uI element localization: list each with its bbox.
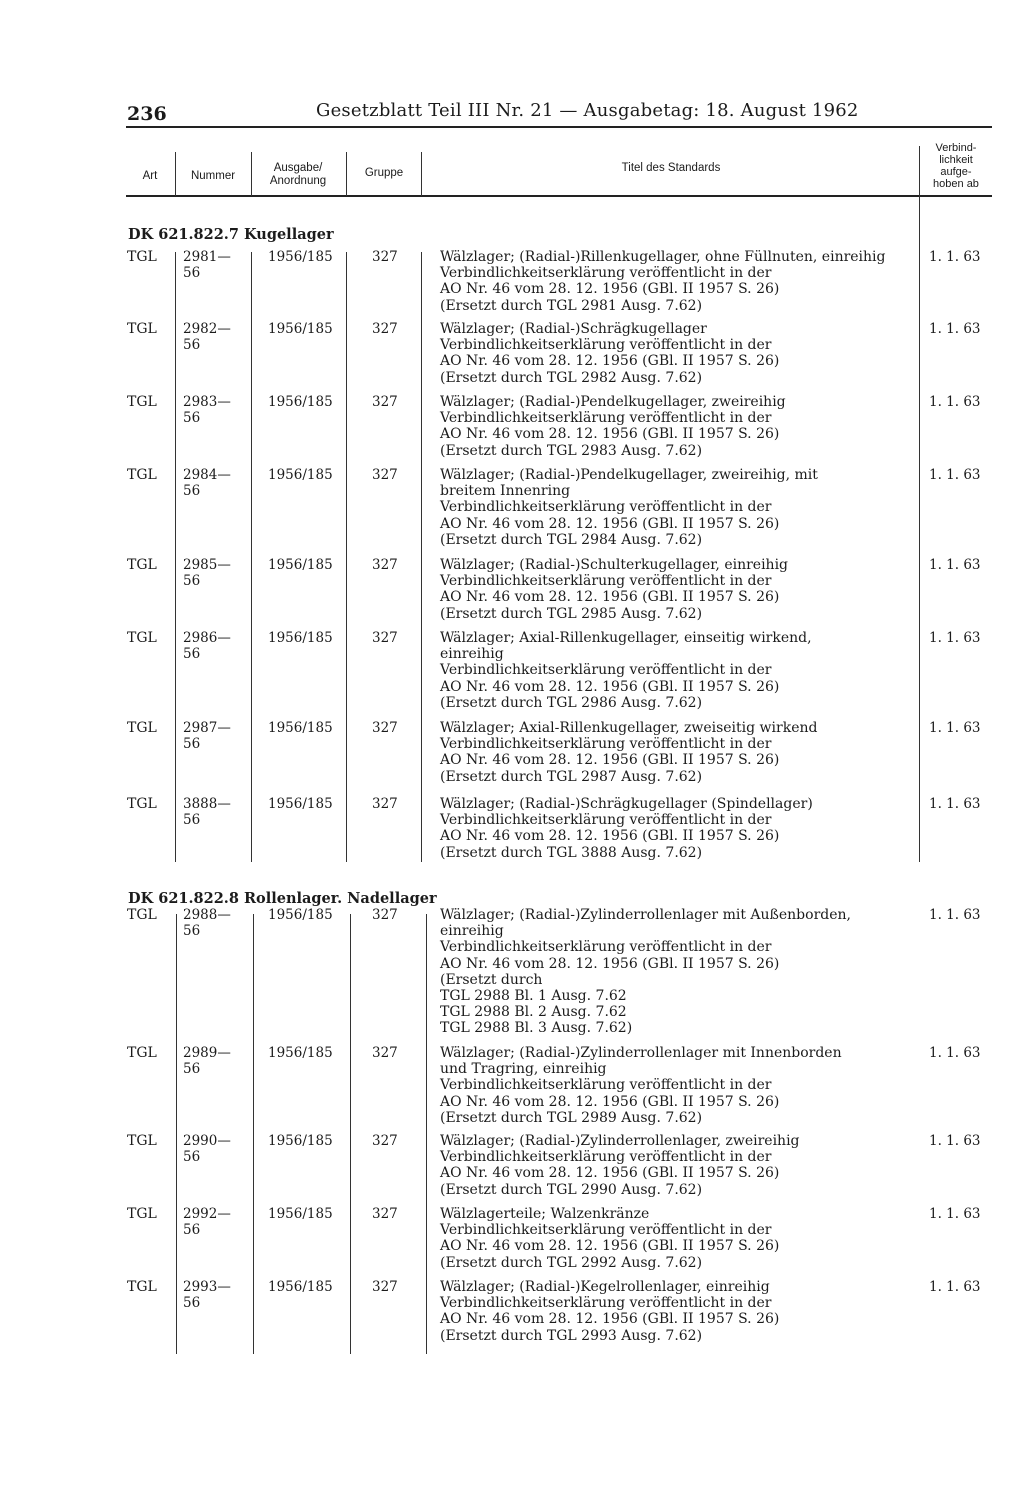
column-divider xyxy=(176,914,177,1354)
column-head-nummer: Nummer xyxy=(190,170,236,182)
column-divider xyxy=(251,152,252,196)
column-head-rule xyxy=(126,195,992,197)
column-divider xyxy=(919,196,920,862)
column-divider xyxy=(251,252,252,862)
column-head-art: Art xyxy=(142,170,158,182)
column-divider xyxy=(346,252,347,862)
column-divider xyxy=(421,152,422,196)
column-divider xyxy=(426,914,427,1354)
header-rule xyxy=(126,126,992,128)
column-divider xyxy=(175,252,176,862)
column-divider xyxy=(253,914,254,1354)
column-divider xyxy=(350,914,351,1354)
column-head-anordnung: Ausgabe/ Anordnung xyxy=(269,162,327,187)
page-header-title: Gesetzblatt Teil III Nr. 21 — Ausgabetag: 18. August 1962 xyxy=(316,100,859,121)
section-heading: DK 621.822.7 Kugellager xyxy=(128,226,334,243)
column-divider xyxy=(175,152,176,196)
document-page: 236 Gesetzblatt Teil III Nr. 21 — Ausgabetag: 18. August 1962 Art Nummer Ausgabe/ Anordnung Gruppe Titel des Standards Verbind- lichkeit aufge- hoben ab DK 621.822.7 Kugellager TGL 2981—56 1956/185 327 Wälzlager; (Radial-)Rillenkugellager, ohne Füllnuten, einreihig Verbindlichkeitserklärung veröffentlicht in der AO Nr. 46 vom 28. 12. 1956 (GBl. II 1957 S. 26) (Ersetzt durch TGL 2981 Ausg. 7.62) 1. 1. 63 TGL 2982—56 1956/185 327 Wälzlager; (Radial-)Schrägkugellager Verbindlichkeitserklärung veröffentlicht in der AO Nr. 46 vom 28. 12. 1956 (GBl. II 1957 S. 26) (Ersetzt durch TGL 2982 Ausg. 7.62) 1. 1. 63 TGL 2983—56 1956/185 327 Wälzlager; (Radial-)Pendelkugellager, zweireihig Verbindlichkeitserklärung veröffentlicht in der AO Nr. 46 vom 28. 12. 1956 (GBl. II 1957 S. 26) (Ersetzt durch TGL 2983 Ausg. 7.62) 1. 1. 63 TGL 2984—56 1956/185 327 Wälzlager; (Radial-)Pendelkugellager, zweireihig, mit breitem Innenring Verbindlichkeitserklärung veröffentlicht in der AO Nr. 46 vom 28. 12. 1956 (GBl. II 1957 S. 26) (Ersetzt durch TGL 2984 Ausg. 7.62) 1. 1. 63 TGL 2985—56 1956/185 327 Wälzlager; (Radial-)Schulterkugellager, einreihig Verbindlichkeitserklärung veröffentlicht in der AO Nr. 46 vom 28. 12. 1956 (GBl. II 1957 S. 26) (Ersetzt durch TGL 2985 Ausg. 7.62) 1. 1. 63 TGL 2986—56 1956/185 327 Wälzlager; Axial-Rillenkugellager, einseitig wirkend, einreihig Verbindlichkeitserklärung veröffentlicht in der AO Nr. 46 vom 28. 12. 1956 (GBl. II 1957 S. 26) (Ersetzt durch TGL 2986 Ausg. 7.62) 1. 1. 63 TGL 2987—56 1956/185 327 Wälzlager; Axial-Rillenkugellager, zweiseitig wirkend Verbindlichkeitserklärung veröffentlicht in der AO Nr. 46 vom 28. 12. 1956 (GBl. II 1957 S. 26) (Ersetzt durch TGL 2987 Ausg. 7.62) 1. 1. 63 TGL 3888—56 1956/185 327 Wälzlager; (Radial-)Schrägkugellager (Spindellager) Verbindlichkeitserklärung veröffentlicht in der AO Nr. 46 vom 28. 12. 1956 (GBl. II 1957 S. 26) (Ersetzt durch TGL 3888 Ausg. 7.62) 1. 1. 63 DK 621.822.8 Rollenlager. Nadellager TGL 2988—56 1956/185 327 Wälzlager; (Radial-)Zylinderrollenlager mit Außenborden, einreihig Verbindlichkeitserklärung veröffentlicht in der AO Nr. 46 vom 28. 12. 1956 (GBl. II 1957 S. 26) (Ersetzt durch TGL 2988 Bl. 1 Ausg. 7.62 TGL 2988 Bl. 2 Ausg. 7.62 TGL 2988 Bl. 3 Ausg. 7.62) 1. 1. 63 TGL 2989—56 1956/185 327 Wälzlager; (Radial-)Zylinderrollenlager mit Innenborden und Tragring, einreihig Verbindlichkeitserklärung veröffentlicht in der AO Nr. 46 vom 28. 12. 1956 (GBl. II 1957 S. 26) (Ersetzt durch TGL 2989 Ausg. 7.62) 1. 1. 63 TGL 2990—56 1956/185 327 Wälzlager; (Radial-)Zylinderrollenlager, zweireihig Verbindlichkeitserklärung veröffentlicht in der AO Nr. 46 vom 28. 12. 1956 (GBl. II 1957 S. 26) (Ersetzt durch TGL 2990 Ausg. 7.62) 1. 1. 63 TGL 2992—56 1956/185 327 Wälzlagerteile; Walzenkränze Verbindlichkeitserklärung veröffentlicht in der AO Nr. 46 vom 28. 12. 1956 (GBl. II 1957 S. 26) (Ersetzt durch TGL 2992 Ausg. 7.62) 1. 1. 63 TGL 2993—56 1956/185 327 Wälzlager; (Radial-)Kegelrollenlager, einreihig Verbindlichkeitserklärung veröffentlicht in der AO Nr. 46 vom 28. 12. 1956 (GBl. II 1957 S. 26) (Ersetzt durch TGL 2993 Ausg. 7.62) 1. 1. 63 xyxy=(0,0,1024,1485)
column-divider xyxy=(346,152,347,196)
page-number: 236 xyxy=(127,103,167,125)
section-heading: DK 621.822.8 Rollenlager. Nadellager xyxy=(128,890,437,907)
column-divider xyxy=(919,146,920,196)
column-head-titel: Titel des Standards xyxy=(621,162,721,174)
column-divider xyxy=(421,252,422,862)
column-head-aufgehoben: Verbind- lichkeit aufge- hoben ab xyxy=(933,142,979,190)
column-head-gruppe: Gruppe xyxy=(364,167,404,179)
